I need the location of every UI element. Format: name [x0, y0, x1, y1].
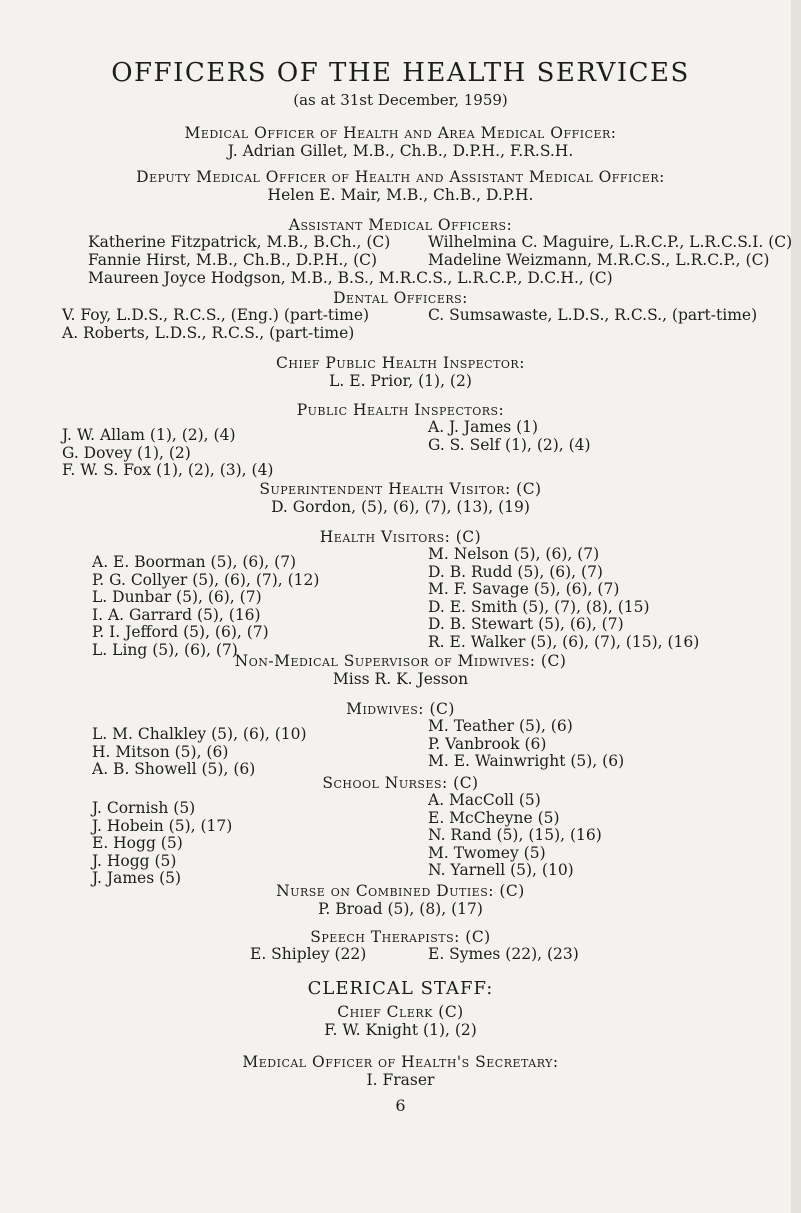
- school-left-column: [92, 800, 232, 888]
- supt-hv-section: [40, 480, 761, 516]
- list-item: M. E. Wainwright (5), (6): [428, 752, 625, 770]
- speech-section: [40, 928, 761, 963]
- speech-left-column: [250, 946, 366, 964]
- list-item: J. James (5): [92, 869, 182, 887]
- hv-heading: Health Visitors: (C): [319, 528, 482, 546]
- list-item: M. Teather (5), (6): [428, 717, 573, 735]
- dental-section: [40, 289, 761, 342]
- list-item: H. Mitson (5), (6): [92, 742, 229, 761]
- list-item: L. Ling (5), (6), (7): [92, 640, 238, 659]
- list-item: E. Hogg (5): [92, 834, 183, 852]
- list-item: F. W. S. Fox (1), (2), (3), (4): [62, 461, 274, 479]
- deputy-name: Helen E. Mair, M.B., Ch.B., D.P.H.: [267, 186, 534, 204]
- list-item: P. I. Jefford (5), (6), (7): [92, 623, 269, 641]
- assistant-right-column: [428, 234, 792, 269]
- midwives-heading: Midwives: (C): [346, 700, 455, 718]
- secretary-name: I. Fraser: [366, 1071, 435, 1089]
- moh-heading: Medical Officer of Health and Area Medical Officer:: [184, 124, 617, 142]
- combined-section: [40, 882, 761, 918]
- phi-section: [40, 401, 761, 479]
- speech-right-column: [428, 946, 579, 964]
- dental-left-column: [62, 307, 369, 342]
- list-item: D. E. Smith (5), (7), (8), (15): [428, 597, 650, 616]
- deputy-heading: Deputy Medical Officer of Health and Assistant Medical Officer:: [136, 168, 665, 186]
- clerical-section: [40, 979, 761, 1089]
- list-item: V. Foy, L.D.S., R.C.S., (Eng.) (part-time): [62, 306, 370, 324]
- list-item: Katherine Fitzpatrick, M.B., B.Ch., (C): [88, 233, 391, 251]
- list-item: J. Cornish (5): [92, 799, 196, 817]
- school-heading: School Nurses: (C): [322, 774, 479, 792]
- hv-section: [40, 528, 761, 659]
- supervisor-name: Miss R. K. Jesson: [332, 670, 469, 688]
- supervisor-section: [40, 652, 761, 688]
- list-item: R. E. Walker (5), (6), (7), (15), (16): [428, 632, 700, 651]
- moh-section: [40, 124, 761, 160]
- list-item: L. M. Chalkley (5), (6), (10): [92, 725, 307, 743]
- list-item: A. Roberts, L.D.S., R.C.S., (part-time): [62, 323, 355, 342]
- list-item: M. F. Savage (5), (6), (7): [428, 580, 620, 598]
- supt-hv-name: D. Gordon, (5), (6), (7), (13), (19): [271, 498, 530, 516]
- phi-right-column: [428, 419, 591, 454]
- list-item: N. Yarnell (5), (10): [428, 861, 574, 879]
- list-item: A. J. James (1): [428, 418, 539, 436]
- list-item: L. Dunbar (5), (6), (7): [92, 588, 262, 606]
- deputy-section: [40, 168, 761, 204]
- list-item: Fannie Hirst, M.B., Ch.B., D.P.H., (C): [88, 250, 378, 269]
- list-item: A. MacColl (5): [428, 791, 541, 809]
- chief-phi-name: L. E. Prior, (1), (2): [329, 372, 472, 390]
- assistant-heading: Assistant Medical Officers:: [288, 216, 513, 234]
- list-item: A. B. Showell (5), (6): [92, 760, 256, 778]
- chief-clerk-name: F. W. Knight (1), (2): [324, 1021, 477, 1039]
- dental-heading: Dental Officers:: [333, 289, 468, 307]
- supervisor-heading: Non-Medical Supervisor of Midwives: (C): [234, 652, 567, 670]
- list-item: Madeline Weizmann, M.R.C.S., L.R.C.P., (C): [428, 250, 770, 269]
- supt-hv-heading: Superintendent Health Visitor: (C): [259, 480, 542, 498]
- school-section: [40, 774, 761, 887]
- combined-name: P. Broad (5), (8), (17): [318, 900, 483, 918]
- list-item: D. B. Stewart (5), (6), (7): [428, 615, 624, 633]
- chief-clerk-heading: Chief Clerk (C): [337, 1003, 464, 1021]
- list-item: M. Nelson (5), (6), (7): [428, 545, 600, 563]
- page-number: 6: [395, 1096, 406, 1115]
- list-item: G. Dovey (1), (2): [62, 443, 191, 462]
- chief-phi-heading: Chief Public Health Inspector:: [276, 354, 525, 372]
- speech-heading: Speech Therapists: (C): [310, 928, 491, 946]
- chief-phi-section: [40, 354, 761, 390]
- list-item: G. S. Self (1), (2), (4): [428, 435, 591, 454]
- list-item: C. Sumsawaste, L.D.S., R.C.S., (part-time): [428, 306, 758, 324]
- hv-right-column: [428, 546, 699, 651]
- midwives-left-column: [92, 726, 307, 779]
- list-item: E. McCheyne (5): [428, 808, 560, 827]
- secretary-heading: Medical Officer of Health's Secretary:: [242, 1053, 559, 1071]
- list-item: N. Rand (5), (15), (16): [428, 826, 602, 844]
- midwives-right-column: [428, 718, 624, 771]
- list-item: A. E. Boorman (5), (6), (7): [92, 553, 297, 571]
- list-item: D. B. Rudd (5), (6), (7): [428, 562, 603, 581]
- page-subtitle: (as at 31st December, 1959): [293, 91, 508, 109]
- combined-heading: Nurse on Combined Duties: (C): [276, 882, 525, 900]
- dental-right-column: [428, 307, 757, 325]
- clerical-heading: CLERICAL STAFF:: [307, 978, 494, 999]
- list-item: J. Hobein (5), (17): [92, 816, 233, 835]
- hv-left-column: [92, 554, 319, 659]
- list-item: Wilhelmina C. Maguire, L.R.C.P., L.R.C.S.I. (C): [428, 233, 793, 251]
- midwives-section: [40, 700, 761, 778]
- list-item: Maureen Joyce Hodgson, M.B., B.S., M.R.C.S., L.R.C.P., D.C.H., (C): [88, 269, 613, 287]
- phi-heading: Public Health Inspectors:: [296, 401, 505, 419]
- list-item: P. G. Collyer (5), (6), (7), (12): [92, 570, 320, 589]
- list-item: E. Symes (22), (23): [428, 945, 579, 963]
- page-title: OFFICERS OF THE HEALTH SERVICES: [111, 58, 690, 88]
- school-right-column: [428, 792, 602, 880]
- list-item: J. W. Allam (1), (2), (4): [62, 426, 236, 444]
- list-item: J. Hogg (5): [92, 851, 177, 870]
- phi-left-column: [62, 427, 273, 480]
- list-item: I. A. Garrard (5), (16): [92, 605, 261, 624]
- assistant-left-column: [88, 234, 390, 269]
- assistant-section: [40, 216, 793, 288]
- moh-name: J. Adrian Gillet, M.B., Ch.B., D.P.H., F.R.S.H.: [227, 142, 574, 160]
- page-edge: [791, 0, 801, 1213]
- list-item: P. Vanbrook (6): [428, 734, 547, 753]
- list-item: E. Shipley (22): [250, 945, 367, 963]
- list-item: M. Twomey (5): [428, 843, 546, 862]
